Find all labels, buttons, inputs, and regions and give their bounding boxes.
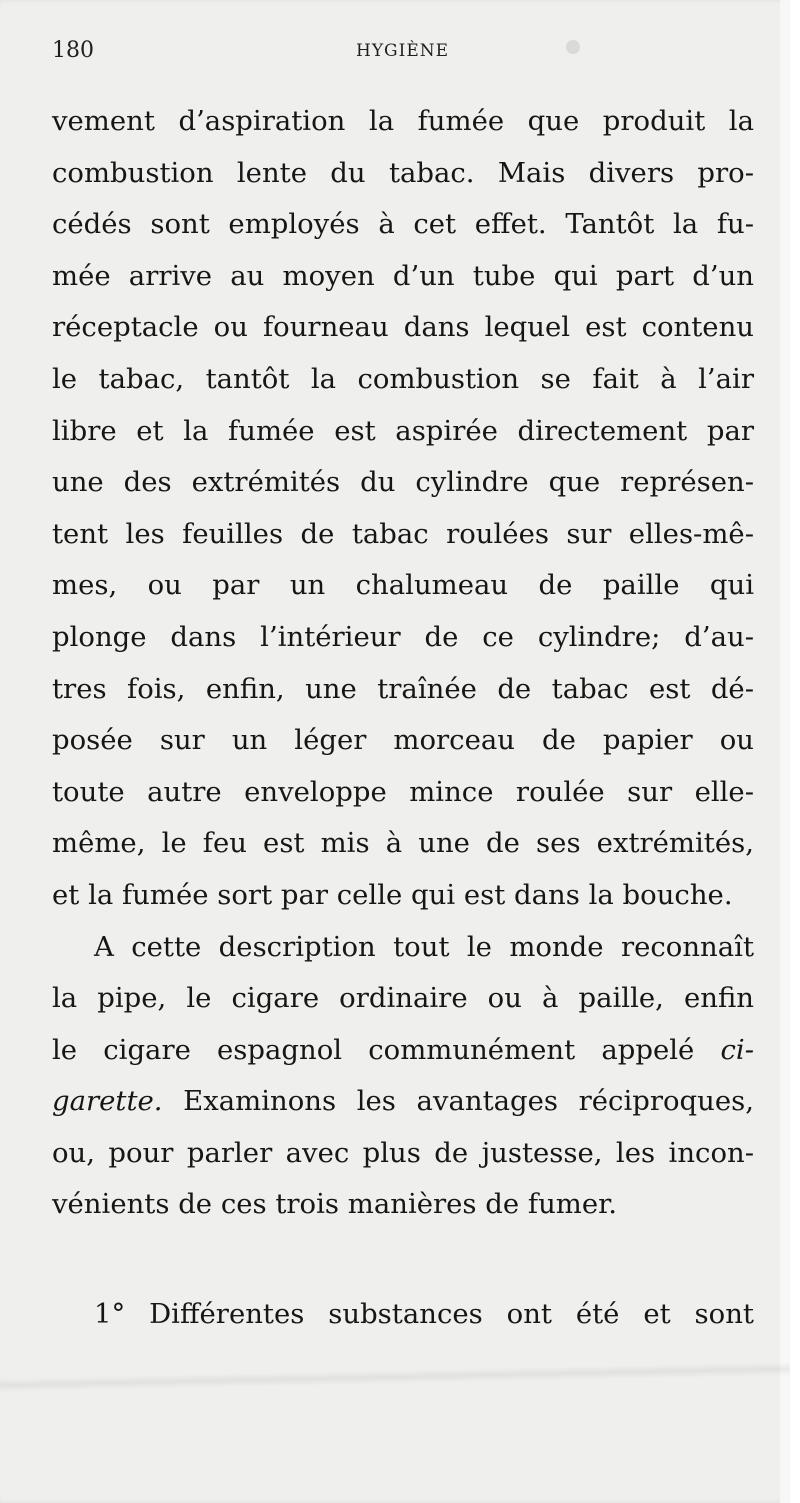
text-line: libre et la fumée est aspirée directement par: [52, 414, 754, 447]
text-line: mes, ou par un chalumeau de paille qui: [52, 569, 754, 602]
text-line: une des extrémités du cylindre que représen-: [52, 466, 754, 499]
text-line: tres fois, enfin, une traînée de tabac est dé-: [52, 672, 754, 705]
italic-text: garette.: [52, 1085, 163, 1118]
body-text: [52, 96, 754, 1341]
text-line: mée arrive au moyen d’un tube qui part d’un: [52, 259, 754, 292]
text-line: toute autre enveloppe mince roulée sur elle-: [52, 775, 754, 808]
text-line: combustion lente du tabac. Mais divers pro-: [52, 156, 754, 189]
text-line-mixed: [52, 1025, 754, 1077]
running-title: HYGIÈNE: [356, 41, 450, 61]
paragraph-2: [52, 922, 754, 1232]
text-line-mixed: [52, 1076, 754, 1128]
text-line: cédés sont employés à cet effet. Tantôt la fu-: [52, 208, 754, 241]
paper-crease: [0, 1362, 790, 1393]
text-line: 1° Différentes substances ont été et sont: [94, 1298, 754, 1331]
text-line: la pipe, le cigare ordinaire ou à paille, enfin: [52, 982, 754, 1015]
paragraph-1: [52, 96, 754, 922]
roman-text: le cigare espagnol communément appelé: [52, 1033, 695, 1066]
text-line: même, le feu est mis à une de ses extrémités,: [52, 827, 754, 860]
page-number: 180: [52, 38, 94, 63]
text-line: le tabac, tantôt la combustion se fait à l’air: [52, 362, 754, 395]
page-edge: [780, 0, 790, 1503]
text-line: et la fumée sort par celle qui est dans la bouche.: [52, 878, 733, 911]
roman-text: Examinons les avantages réciproques,: [183, 1085, 754, 1118]
text-line: A cette description tout le monde reconnaît: [94, 930, 754, 963]
section-gap: [52, 1231, 754, 1289]
text-line: tent les feuilles de tabac roulées sur elles-mê-: [52, 517, 754, 550]
running-head: [52, 38, 752, 68]
text-line: vement d’aspiration la fumée que produit la: [52, 105, 754, 137]
text-line: ou, pour parler avec plus de justesse, les incon-: [52, 1136, 754, 1169]
text-line: posée sur un léger morceau de papier ou: [52, 724, 754, 757]
paragraph-3: [52, 1289, 754, 1341]
text-line: vénients de ces trois manières de fumer.: [52, 1188, 618, 1221]
text-line: plonge dans l’intérieur de ce cylindre; d’au-: [52, 620, 754, 653]
text-line: réceptacle ou fourneau dans lequel est contenu: [52, 311, 754, 344]
italic-text: ci-: [720, 1033, 754, 1066]
